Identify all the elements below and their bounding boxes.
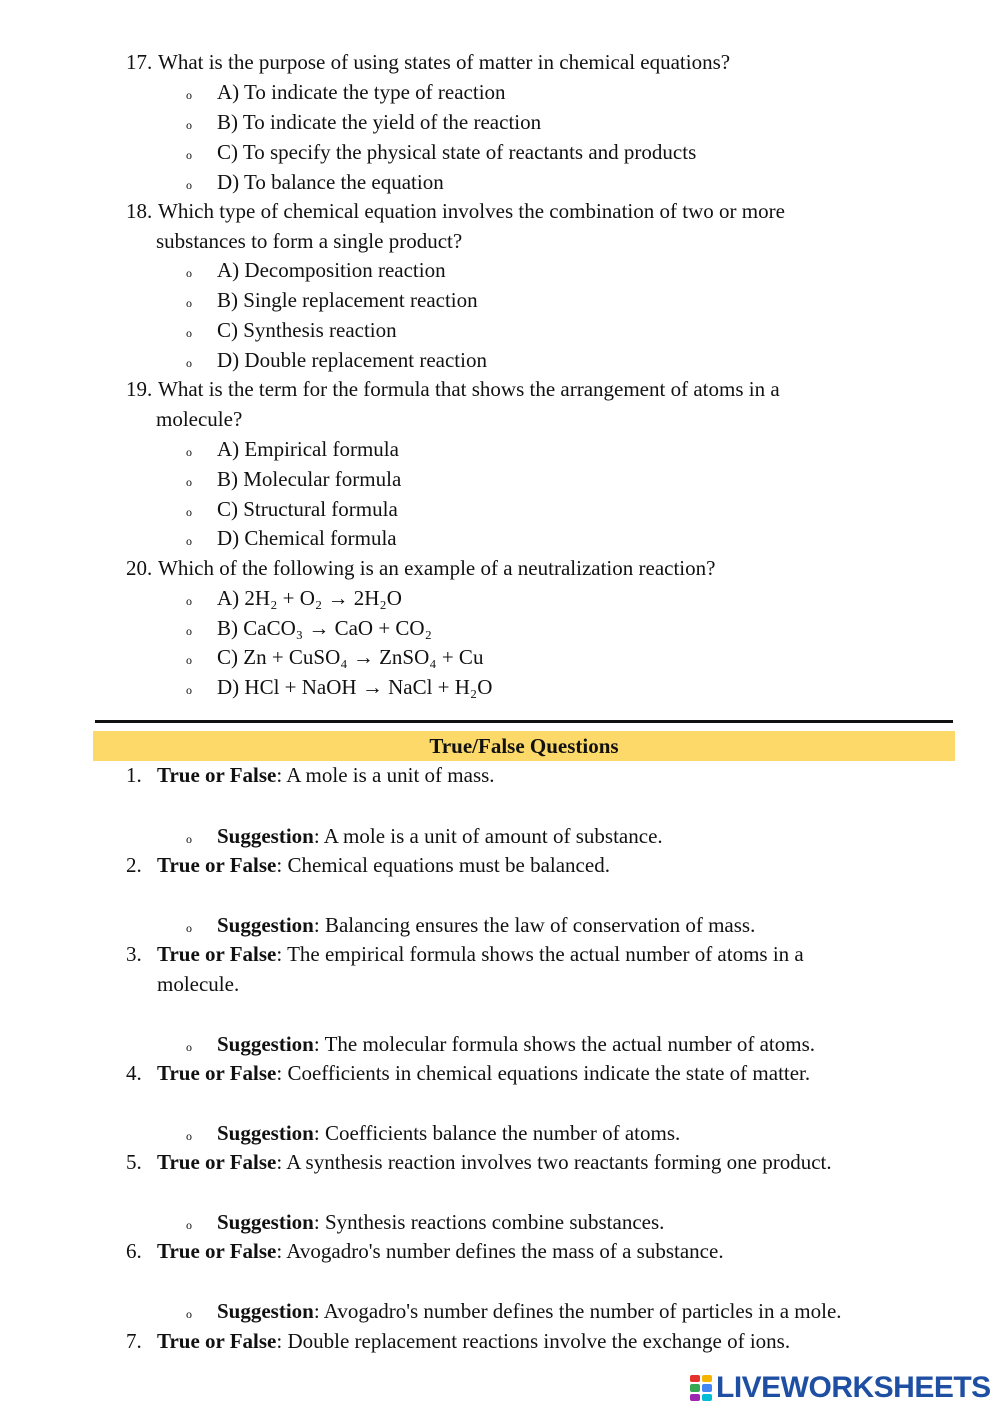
answer-option[interactable]: B) To indicate the yield of the reaction <box>217 110 542 134</box>
answer-option[interactable]: A) To indicate the type of reaction <box>217 80 506 104</box>
answer-option[interactable]: C) Zn + CuSO₄ → ZnSO₄ + Cu <box>217 645 484 669</box>
answer-option[interactable]: D) To balance the equation <box>217 170 444 194</box>
answer-option[interactable]: B) CaCO₃ → CaO + CO₂ <box>217 616 432 640</box>
answer-option[interactable]: D) Double replacement reaction <box>217 348 487 372</box>
tf-statement-continued: molecule. <box>157 972 240 996</box>
bullet-icon: o <box>186 505 192 519</box>
question-text: Which of the following is an example of a neutralization reaction? <box>158 556 716 580</box>
tf-statement <box>157 852 610 878</box>
suggestion <box>217 1298 842 1324</box>
suggestion-label: Suggestion <box>217 1299 314 1323</box>
bullet-icon: o <box>186 88 192 102</box>
tf-label: True or False <box>157 1150 277 1174</box>
bullet-icon: o <box>186 148 192 162</box>
liveworksheets-logo[interactable] <box>690 1372 991 1404</box>
bullet-icon: o <box>186 624 192 638</box>
suggestion-text: : A mole is a unit of amount of substance. <box>313 824 663 848</box>
tf-label: True or False <box>157 1239 277 1263</box>
bullet-icon: o <box>186 1218 192 1232</box>
tf-statement <box>157 1149 832 1175</box>
tf-number: 6. <box>126 1239 142 1263</box>
suggestion <box>217 912 755 938</box>
section-divider <box>95 720 953 723</box>
tf-number: 7. <box>126 1329 142 1353</box>
question-text: What is the term for the formula that shows the arrangement of atoms in a <box>158 377 780 401</box>
tf-label: True or False <box>157 1061 277 1085</box>
question-text-continued: substances to form a single product? <box>156 229 463 253</box>
suggestion-text: : Avogadro's number defines the number of particles in a mole. <box>313 1299 842 1323</box>
bullet-icon: o <box>186 445 192 459</box>
tf-label: True or False <box>157 763 277 787</box>
tf-statement-text: : Chemical equations must be balanced. <box>276 853 610 877</box>
bullet-icon: o <box>186 832 192 846</box>
suggestion-text: : Coefficients balance the number of atoms. <box>313 1121 681 1145</box>
answer-option[interactable]: A) Empirical formula <box>217 437 399 461</box>
tf-statement-text: : The empirical formula shows the actual number of atoms in a <box>276 942 804 966</box>
tf-statement-text: : A synthesis reaction involves two reactants forming one product. <box>276 1150 832 1174</box>
bullet-icon: o <box>186 266 192 280</box>
tf-number: 1. <box>126 763 142 787</box>
section-title: True/False Questions <box>93 731 955 761</box>
answer-option[interactable]: B) Molecular formula <box>217 467 402 491</box>
tf-label: True or False <box>157 942 277 966</box>
tf-number: 5. <box>126 1150 142 1174</box>
suggestion <box>217 1031 815 1057</box>
tf-label: True or False <box>157 853 277 877</box>
tf-statement <box>157 1328 790 1354</box>
answer-option[interactable]: D) Chemical formula <box>217 526 397 550</box>
bullet-icon: o <box>186 296 192 310</box>
bullet-icon: o <box>186 1307 192 1321</box>
suggestion <box>217 823 663 849</box>
tf-statement <box>157 762 495 788</box>
suggestion-label: Suggestion <box>217 1121 314 1145</box>
bullet-icon: o <box>186 475 192 489</box>
bullet-icon: o <box>186 356 192 370</box>
logo-text: LIVEWORKSHEETS <box>716 1371 991 1404</box>
tf-statement-text: : Double replacement reactions involve the exchange of ions. <box>276 1329 791 1353</box>
question-text-continued: molecule? <box>156 407 243 431</box>
answer-option[interactable]: C) Structural formula <box>217 497 398 521</box>
bullet-icon: o <box>186 1129 192 1143</box>
logo-mark-icon <box>690 1375 712 1401</box>
answer-option[interactable]: C) To specify the physical state of reactants and products <box>217 140 697 164</box>
suggestion-text: : Balancing ensures the law of conservation of mass. <box>313 913 756 937</box>
suggestion <box>217 1209 664 1235</box>
answer-option[interactable]: A) 2H₂ + O₂ → 2H₂O <box>217 586 402 610</box>
bullet-icon: o <box>186 594 192 608</box>
question-text: Which type of chemical equation involves the combination of two or more <box>158 199 785 223</box>
question-text: What is the purpose of using states of matter in chemical equations? <box>158 50 731 74</box>
bullet-icon: o <box>186 118 192 132</box>
question-number: 17. <box>126 50 153 74</box>
question-number: 18. <box>126 199 153 223</box>
answer-option[interactable]: D) HCl + NaOH → NaCl + H₂O <box>217 675 493 699</box>
tf-number: 3. <box>126 942 142 966</box>
tf-statement <box>157 1060 810 1086</box>
bullet-icon: o <box>186 683 192 697</box>
tf-number: 2. <box>126 853 142 877</box>
tf-label: True or False <box>157 1329 277 1353</box>
bullet-icon: o <box>186 326 192 340</box>
suggestion-label: Suggestion <box>217 1210 314 1234</box>
bullet-icon: o <box>186 653 192 667</box>
bullet-icon: o <box>186 534 192 548</box>
tf-statement-text: : Avogadro's number defines the mass of a substance. <box>276 1239 724 1263</box>
answer-option[interactable]: A) Decomposition reaction <box>217 258 446 282</box>
suggestion-label: Suggestion <box>217 1032 314 1056</box>
suggestion <box>217 1120 680 1146</box>
tf-statement <box>157 1238 724 1264</box>
answer-option[interactable]: B) Single replacement reaction <box>217 288 478 312</box>
question-number: 20. <box>126 556 153 580</box>
suggestion-text: : Synthesis reactions combine substances. <box>313 1210 665 1234</box>
bullet-icon: o <box>186 1040 192 1054</box>
tf-number: 4. <box>126 1061 142 1085</box>
tf-statement-text: : Coefficients in chemical equations indicate the state of matter. <box>276 1061 811 1085</box>
question-number: 19. <box>126 377 153 401</box>
tf-statement <box>157 941 804 967</box>
suggestion-label: Suggestion <box>217 913 314 937</box>
suggestion-label: Suggestion <box>217 824 314 848</box>
answer-option[interactable]: C) Synthesis reaction <box>217 318 397 342</box>
suggestion-text: : The molecular formula shows the actual number of atoms. <box>313 1032 815 1056</box>
tf-statement-text: : A mole is a unit of mass. <box>276 763 495 787</box>
bullet-icon: o <box>186 921 192 935</box>
bullet-icon: o <box>186 178 192 192</box>
